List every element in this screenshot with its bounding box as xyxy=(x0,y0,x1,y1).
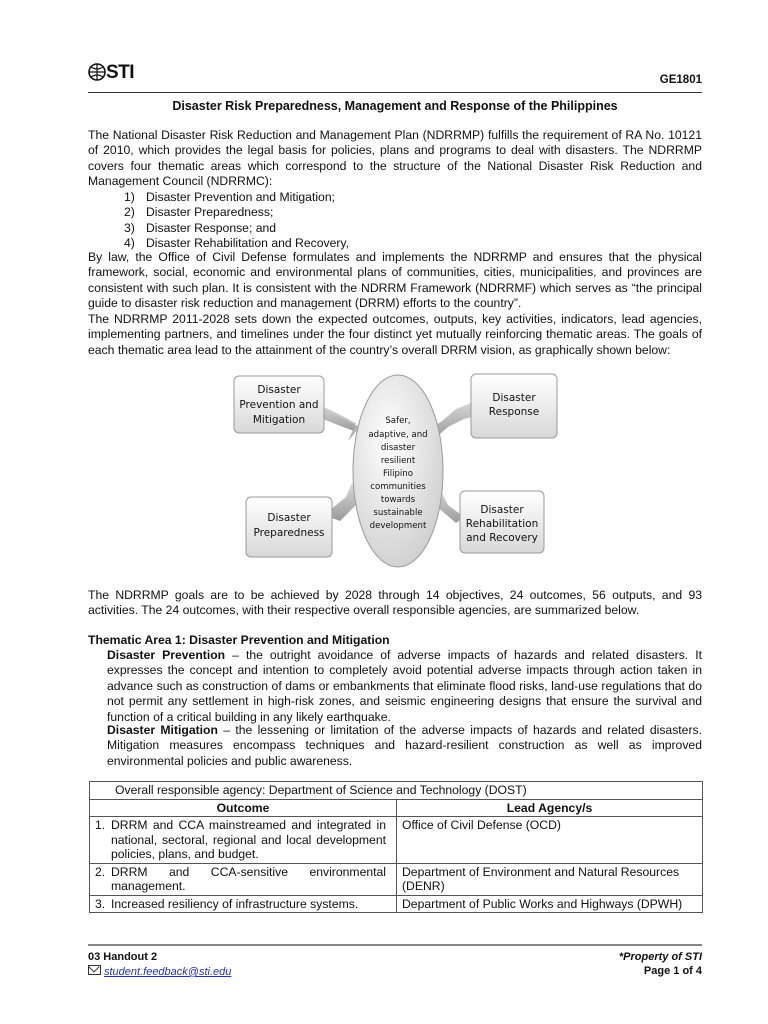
box-text: Preparedness xyxy=(253,527,325,539)
agency-cell: Overall responsible agency: Department of Science and Technology (DOST) xyxy=(90,782,703,800)
table-row xyxy=(90,895,703,913)
course-code: GE1801 xyxy=(659,74,702,86)
list-item: 3) Disaster Response; and xyxy=(124,220,277,235)
center-line: communities xyxy=(370,482,426,492)
lead-cell: Department of Public Works and Highways (DPWH) xyxy=(397,895,703,913)
sti-logo xyxy=(88,62,134,84)
box-text: Disaster xyxy=(480,504,524,516)
handout-label: 03 Handout 2 xyxy=(88,951,158,963)
lead-cell: Office of Civil Defense (OCD) xyxy=(397,817,703,864)
logo-text: STI xyxy=(106,62,135,83)
intro-paragraph: The National Disaster Risk Reduction and Management Plan (NDRRMP) fulfills the requirement of RA No. 10121 of 2010, which provides the legal basis for policies, plans and programs to deal with disasters. The NDRRMP covers four thematic areas which correspond to the structure of the National Disaster Risk Reduction and Management Council (NDRRMC): xyxy=(88,128,702,189)
list-item: 4) Disaster Rehabilitation and Recovery, xyxy=(124,236,349,251)
header-divider xyxy=(88,92,702,93)
box-text: Disaster xyxy=(492,392,536,404)
center-line: sustainable xyxy=(373,508,423,518)
email-line xyxy=(88,965,231,978)
center-line: disaster xyxy=(380,443,416,453)
box-text: Mitigation xyxy=(252,414,306,426)
center-line: Safer, xyxy=(385,416,411,426)
mitigation-term: Disaster Mitigation xyxy=(107,723,218,737)
page-title: Disaster Risk Preparedness, Management and Response of the Philippines xyxy=(172,99,618,113)
outcome-cell: 3. Increased resiliency of infrastructure systems. xyxy=(90,895,397,913)
col-lead-agency: Lead Agency/s xyxy=(397,799,703,817)
center-line: towards xyxy=(380,495,416,505)
table-row xyxy=(90,817,703,864)
drrm-vision-diagram xyxy=(228,365,568,570)
mitigation-definition: Disaster Mitigation – the lessening or limitation of the adverse impacts of hazards and related disasters. Mitigation measures encompass techniques and hazard-resilient construction as well as improved environmental policies and public awareness. xyxy=(107,723,703,768)
box-text: Disaster xyxy=(257,384,301,396)
box-text: and Recovery xyxy=(466,532,538,544)
center-line: adaptive, and xyxy=(368,430,428,440)
arrow-top-left xyxy=(320,405,358,431)
feedback-email-link[interactable]: student.feedback@sti.edu xyxy=(104,966,232,978)
list-item: 2) Disaster Preparedness; xyxy=(124,205,274,220)
table-row xyxy=(90,782,703,800)
lead-cell: Department of Environment and Natural Resources (DENR) xyxy=(397,863,703,895)
prevention-term: Disaster Prevention xyxy=(107,648,226,662)
table-header-row xyxy=(90,799,703,817)
footer-divider xyxy=(88,944,702,946)
table-row xyxy=(90,863,703,895)
col-outcome: Outcome xyxy=(90,799,397,817)
outcomes-table xyxy=(89,781,703,913)
box-text: Rehabilitation xyxy=(465,518,539,530)
ndrrmp-paragraph: The NDRRMP 2011-2028 sets down the expected outcomes, outputs, key activities, indicators, lead agencies, implementing partners, and timelines under the four distinct yet mutually reinforcing thematic areas. The goals of each thematic area lead to the attainment of the country’s overall DRRM vision, as graphically shown below: xyxy=(88,312,702,357)
goals-paragraph: The NDRRMP goals are to be achieved by 2028 through 14 objectives, 24 outcomes, 56 outputs, and 93 activities. The 24 outcomes, with their respective overall responsible agencies, are summarized below. xyxy=(88,588,702,618)
outcome-cell: 1. DRRM and CCA mainstreamed and integrated in national, sectoral, regional and local development policies, plans, and budget. xyxy=(90,817,397,864)
box-text: Disaster xyxy=(267,512,311,524)
box-text: Response xyxy=(488,406,540,418)
outcome-cell: 2. DRRM and CCA-sensitive environmental management. xyxy=(90,863,397,895)
sti-globe-icon xyxy=(88,63,106,81)
thematic-area-heading: Thematic Area 1: Disaster Prevention and Mitigation xyxy=(88,633,390,647)
prevention-definition: Disaster Prevention – the outright avoidance of adverse impacts of hazards and related disasters. It expresses the concept and intention to completely avoid potential adverse impacts through action taken in advance such as construction of dams or embankments that eliminate flood risks, land-use regulations that do not permit any settlement in high-risk zones, and seismic engineering designs that ensure the survival and function of a critical building in any likely earthquake. xyxy=(107,648,702,724)
ocd-paragraph: By law, the Office of Civil Defense formulates and implements the NDRRMP and ensures that the physical framework, social, economic and environmental plans of communities, cities, municipalities, and provinces are consistent with such plan. It is consistent with the NDRRM Framework (NDRRMF) which serves as “the principal guide to disaster risk reduction and management (DRRM) efforts to the country”. xyxy=(88,250,702,311)
mail-icon xyxy=(88,965,101,975)
center-line: resilient xyxy=(380,456,416,466)
box-text: Prevention and xyxy=(239,399,319,411)
thematic-areas-list xyxy=(124,190,349,252)
center-line: Filipino xyxy=(382,469,414,479)
page-number: Page 1 of 4 xyxy=(643,965,702,977)
list-item: 1) Disaster Prevention and Mitigation; xyxy=(124,190,336,204)
center-line: development xyxy=(369,521,427,531)
property-label: *Property of STI xyxy=(618,951,702,963)
